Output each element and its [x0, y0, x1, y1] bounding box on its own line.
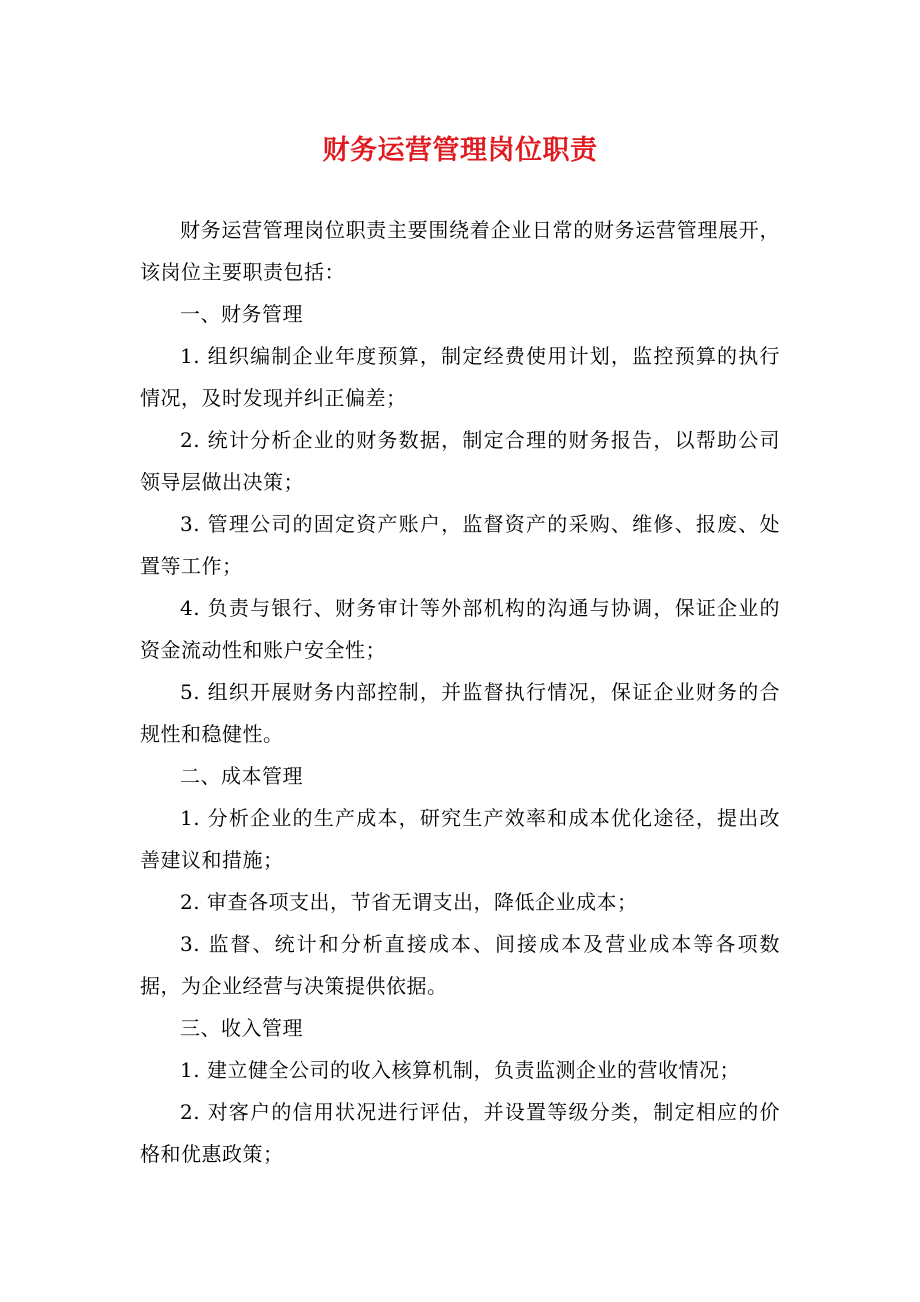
- cost-item-2: 2. 审查各项支出，节省无谓支出，降低企业成本；: [180, 890, 638, 914]
- revenue-item-2: 2. 对客户的信用状况进行评估，并设置等级分类，制定相应的价格和优惠政策；: [140, 1100, 780, 1166]
- finance-item-1: 1. 组织编制企业年度预算，制定经费使用计划，监控预算的执行情况，及时发现并纠正偏差；: [140, 344, 780, 410]
- finance-item-4: 4. 负责与银行、财务审计等外部机构的沟通与协调，保证企业的资金流动性和账户安全性；: [140, 596, 780, 662]
- section-heading-finance: 一、财务管理: [180, 302, 303, 326]
- cost-item-1: 1. 分析企业的生产成本，研究生产效率和成本优化途径，提出改善建议和措施；: [140, 806, 780, 872]
- section-heading-revenue: 三、收入管理: [180, 1016, 303, 1040]
- section-heading-cost: 二、成本管理: [180, 764, 303, 788]
- revenue-item-1: 1. 建立健全公司的收入核算机制，负责监测企业的营收情况；: [180, 1058, 740, 1082]
- document-body: [140, 209, 780, 1175]
- cost-item-3: 3. 监督、统计和分析直接成本、间接成本及营业成本等各项数据，为企业经营与决策提供依据。: [140, 932, 780, 998]
- document-title: 财务运营管理岗位职责: [322, 135, 598, 166]
- intro-paragraph: 财务运营管理岗位职责主要围绕着企业日常的财务运营管理展开，该岗位主要职责包括：: [140, 218, 780, 284]
- finance-item-2: 2. 统计分析企业的财务数据，制定合理的财务报告，以帮助公司领导层做出决策；: [140, 428, 780, 494]
- finance-item-3: 3. 管理公司的固定资产账户，监督资产的采购、维修、报废、处置等工作；: [140, 512, 780, 578]
- finance-item-5: 5. 组织开展财务内部控制，并监督执行情况，保证企业财务的合规性和稳健性。: [140, 680, 780, 746]
